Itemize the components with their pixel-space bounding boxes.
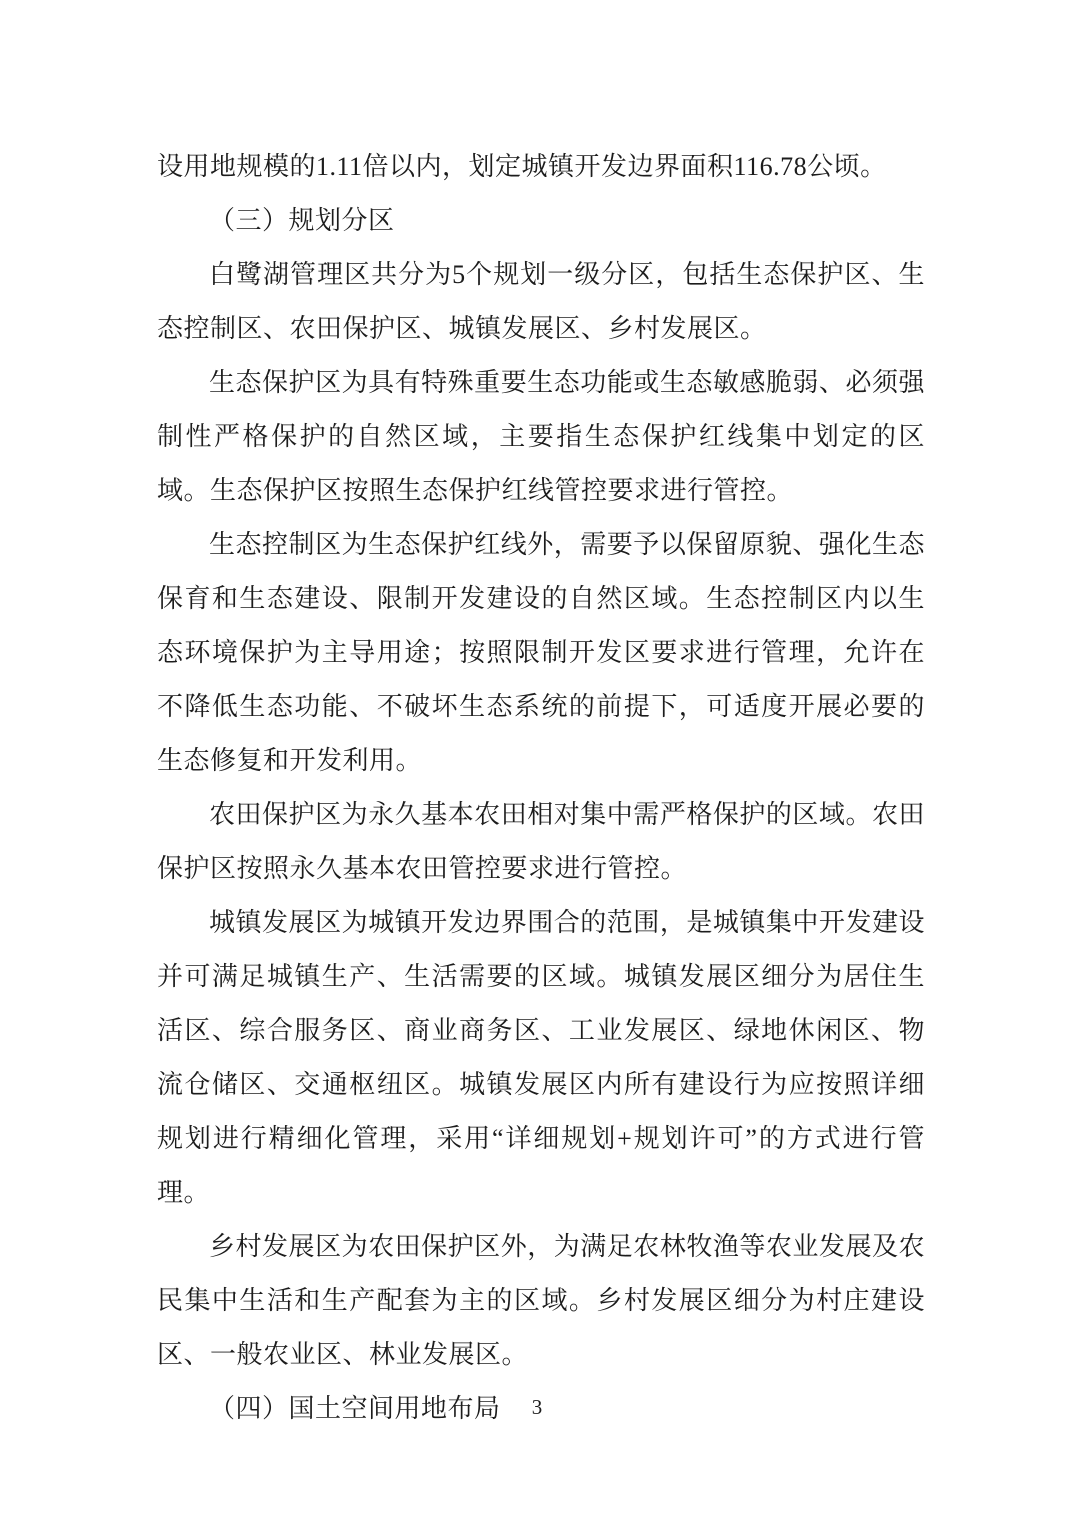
section-heading-3: （三）规划分区 [209,206,395,235]
body-paragraph-rural-development-zone: 乡村发展区为农田保护区外，为满足农林牧渔等农业发展及农民集中生活和生产配套为主的区域。乡村发展区细分为村庄建设区、一般农业区、林业发展区。 [157,1232,925,1369]
body-paragraph-zones-overview: 白鹭湖管理区共分为5个规划一级分区，包括生态保护区、生态控制区、农田保护区、城镇发展区、乡村发展区。 [157,260,925,343]
section-heading-4: （四）国土空间用地布局 [209,1394,501,1423]
document-body [157,140,925,1436]
page-footer [0,1392,1074,1422]
page-number: 3 [531,1395,543,1419]
body-paragraph-ecological-control-zone: 生态控制区为生态保护红线外，需要予以保留原貌、强化生态保育和生态建设、限制开发建设的自然区域。生态控制区内以生态环境保护为主导用途；按照限制开发区要求进行管理，允许在不降低生态功能、不破坏生态系统的前提下，可适度开展必要的生态修复和开发利用。 [157,530,925,775]
body-paragraph-ecological-protection-zone: 生态保护区为具有特殊重要生态功能或生态敏感脆弱、必须强制性严格保护的自然区域，主要指生态保护红线集中划定的区域。生态保护区按照生态保护红线管控要求进行管控。 [157,368,925,505]
body-paragraph-urban-development-zone: 城镇发展区为城镇开发边界围合的范围，是城镇集中开发建设并可满足城镇生产、生活需要的区域。城镇发展区细分为居住生活区、综合服务区、商业商务区、工业发展区、绿地休闲区、物流仓储区、交通枢纽区。城镇发展区内所有建设行为应按照详细规划进行精细化管理，采用“详细规划+规划许可”的方式进行管理。 [157,908,925,1207]
body-paragraph-continuation: 设用地规模的1.11倍以内，划定城镇开发边界面积116.78公顷。 [157,152,887,181]
body-paragraph-farmland-protection-zone: 农田保护区为永久基本农田相对集中需严格保护的区域。农田保护区按照永久基本农田管控要求进行管控。 [157,800,925,883]
